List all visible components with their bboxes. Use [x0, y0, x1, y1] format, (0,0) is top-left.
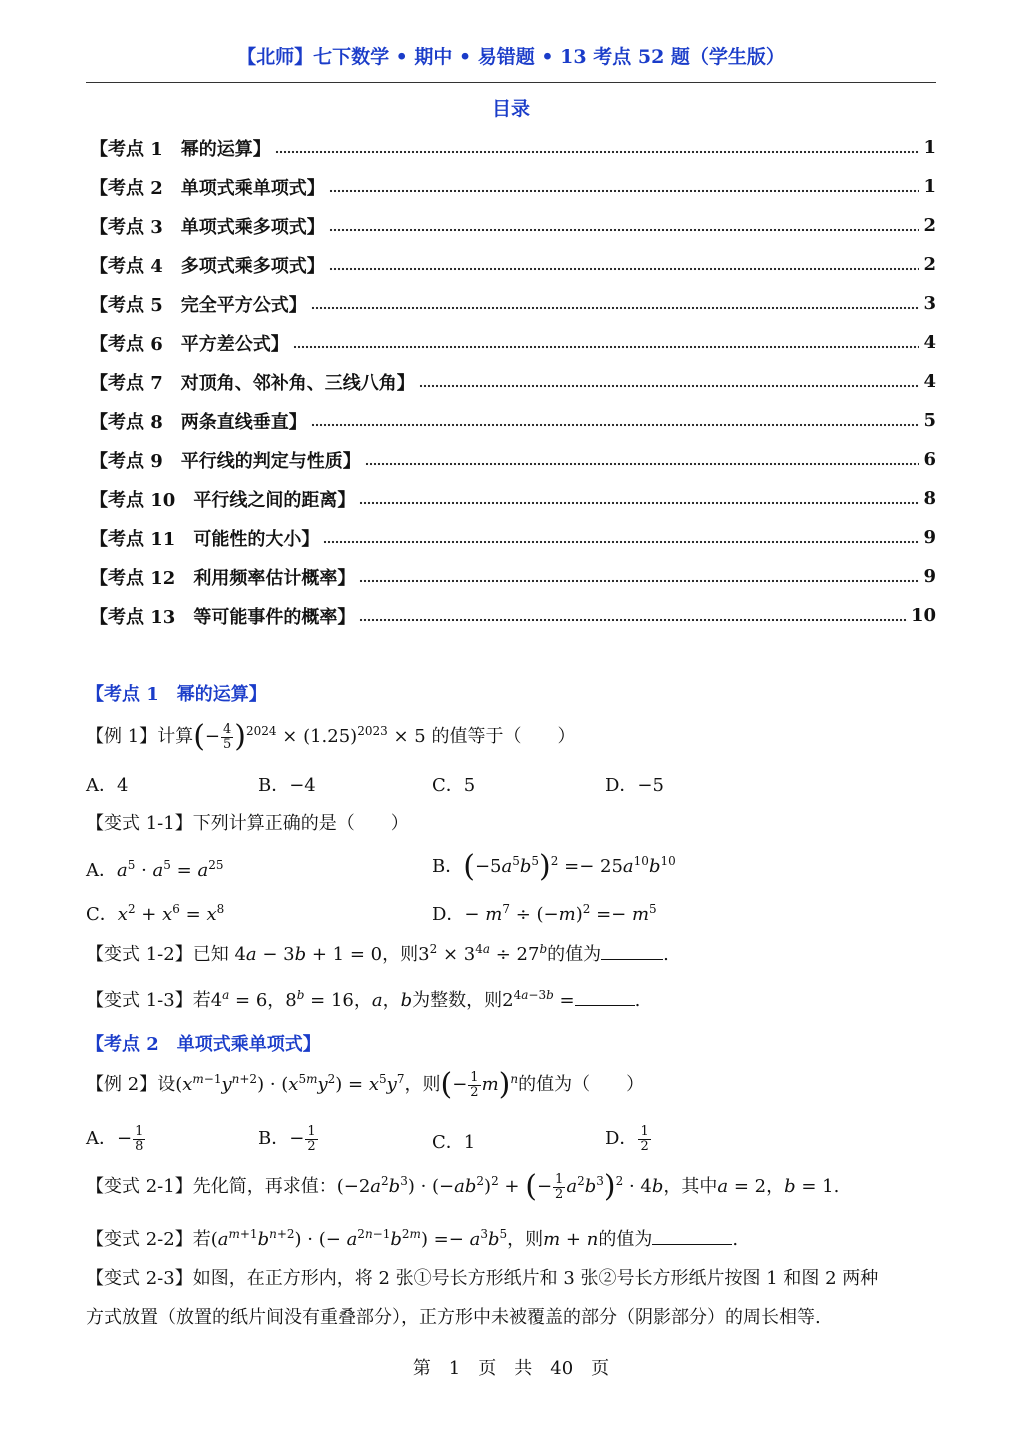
toc-entry-page: 1 — [923, 137, 936, 158]
toc-dot-leader — [275, 150, 920, 154]
variant-1-1-option-b: B．$(-5a^5b^5)^2 =- 25a^{10}b^{10}$ — [432, 849, 676, 884]
toc-dot-leader — [359, 579, 919, 583]
variant-1-1-option-a: A．$a^5 \cdot a^5 = a^{25}$ — [86, 858, 224, 881]
toc-entry[interactable] — [90, 596, 936, 635]
example-1-option-c: C．5 — [432, 775, 476, 796]
toc-entry[interactable] — [90, 362, 936, 401]
variant-2-3-line-2: 方式放置（放置的纸片间没有重叠部分），正方形中未被覆盖的部分（阴影部分）的周长相等. — [86, 1307, 821, 1328]
answer-blank[interactable] — [601, 959, 663, 960]
header-divider — [86, 82, 936, 83]
variant-2-3-line-1: 【变式 2-3】如图，在正方形内，将 2 张①号长方形纸片和 3 张②号长方形纸片按图 1 和图 2 两种 — [86, 1268, 879, 1289]
toc-entry[interactable] — [90, 323, 936, 362]
variant-2-1: 【变式 2-1】先化简，再求值：$(-2a^2b^3) \cdot (-ab^2)^2$ + (− $\frac{1}{2}$ $a^2b^3)^2 \cdot 4b$，其中a = 2，b = 1. — [86, 1169, 840, 1204]
toc-entry[interactable] — [90, 518, 936, 557]
toc-entry-page: 3 — [923, 293, 936, 314]
variant-1-1-option-c: C．$x^2 + x^6 = x^8$ — [86, 902, 225, 925]
toc-dot-leader — [293, 345, 920, 349]
toc-entry-label: 【考点 3 单项式乘多项式】 — [90, 216, 325, 238]
toc-dot-leader — [329, 189, 920, 193]
toc-entry-label: 【考点 6 平方差公式】 — [90, 333, 289, 355]
variant-2-2: 【变式 2-2】若$(a^{m+1}b^{n+2})$ · (− $a^{2n-1}b^{2m}) =- a^3b^5$，则m + n的值为 . — [86, 1227, 739, 1250]
section-heading-1: 【考点 1 幂的运算】 — [86, 684, 267, 705]
toc-entry-label: 【考点 9 平行线的判定与性质】 — [90, 450, 361, 472]
toc-entry-label: 【考点 11 可能性的大小】 — [90, 528, 320, 550]
toc-entry-label: 【考点 2 单项式乘单项式】 — [90, 177, 325, 199]
toc-entry-label: 【考点 5 完全平方公式】 — [90, 294, 307, 316]
toc-entry-page: 2 — [923, 215, 936, 236]
toc-dot-leader — [419, 384, 920, 388]
toc-entry-label: 【考点 7 对顶角、邻补角、三线八角】 — [90, 372, 415, 394]
toc-dot-leader — [311, 306, 920, 310]
toc-entry-page: 10 — [910, 605, 936, 626]
toc-entry-label: 【考点 12 利用频率估计概率】 — [90, 567, 356, 589]
page-footer: 第 1 页 共 40 页 — [412, 1358, 610, 1379]
variant-1-2: 【变式 1-2】已知 4a − 3b + 1 = 0，则$3^2 \times 3^{4a} \div 27^b$的值为 . — [86, 942, 669, 965]
answer-blank[interactable] — [575, 1005, 635, 1006]
toc-entry[interactable] — [90, 206, 936, 245]
toc-entry-label: 【考点 4 多项式乘多项式】 — [90, 255, 325, 277]
toc-dot-leader — [323, 540, 919, 544]
example-1: 【例 1】计算(− $\frac{4}{5}$ )$^{2024} \times (1.25)^{2023} \times 5$ 的值等于（ ） — [86, 719, 576, 754]
example-1-option-a: A．4 — [86, 775, 129, 796]
toc-entry[interactable] — [90, 128, 936, 167]
toc-dot-leader — [359, 501, 919, 505]
variant-1-3: 【变式 1-3】若$4^a = 6$，$8^b = 16$，a，b为整数，则$2^{4a-3b}$ = . — [86, 988, 641, 1011]
toc-entry-label: 【考点 13 等可能事件的概率】 — [90, 606, 356, 628]
toc-entry[interactable] — [90, 284, 936, 323]
variant-1-1: 【变式 1-1】下列计算正确的是（ ） — [86, 813, 409, 834]
example-1-lead: 计算 — [157, 726, 194, 747]
example-1-option-d: D．−5 — [605, 775, 664, 796]
example-2: 【例 2】设$(x^{m-1}y^{n+2}) \cdot (x^{5m}y^2) = x^5y^7$，则(− $\frac{1}{2}$ m)$^n$的值为（ ） — [86, 1067, 645, 1102]
example-1-option-b: B．−4 — [258, 775, 316, 796]
toc-entry[interactable] — [90, 557, 936, 596]
example-1-tail: 的值等于（ ） — [431, 726, 576, 747]
document-header-title: 【北师】七下数学 • 期中 • 易错题 • 13 考点 52 题（学生版） — [237, 46, 785, 68]
toc-entry-label: 【考点 8 两条直线垂直】 — [90, 411, 307, 433]
toc-entry-page: 8 — [923, 488, 936, 509]
variant-1-1-option-d: D．− $m^7 \div (-m)^2 =- m^5$ — [432, 902, 657, 925]
toc-title: 目录 — [491, 98, 530, 120]
toc-dot-leader — [329, 267, 920, 271]
example-2-option-d: D． $\frac{1}{2}$ — [605, 1123, 649, 1154]
answer-blank[interactable] — [652, 1244, 732, 1245]
example-1-tag: 【例 1】 — [86, 726, 158, 747]
toc-entry[interactable] — [90, 401, 936, 440]
toc-entry[interactable] — [90, 479, 936, 518]
toc-dot-leader — [359, 618, 907, 622]
table-of-contents — [90, 128, 936, 635]
example-2-option-b: B．− $\frac{1}{2}$ — [258, 1123, 316, 1154]
toc-entry-page: 4 — [923, 332, 936, 353]
toc-entry-label: 【考点 10 平行线之间的距离】 — [90, 489, 356, 511]
toc-entry-label: 【考点 1 幂的运算】 — [90, 138, 271, 160]
toc-entry-page: 9 — [923, 527, 936, 548]
toc-entry[interactable] — [90, 245, 936, 284]
section-heading-2: 【考点 2 单项式乘单项式】 — [86, 1034, 321, 1055]
toc-entry-page: 2 — [923, 254, 936, 275]
toc-dot-leader — [311, 423, 920, 427]
toc-entry-page: 5 — [923, 410, 936, 431]
toc-entry-page: 1 — [923, 176, 936, 197]
toc-entry[interactable] — [90, 440, 936, 479]
example-2-option-a: A．− $\frac{1}{8}$ — [86, 1123, 144, 1154]
toc-dot-leader — [329, 228, 920, 232]
example-2-option-c: C．1 — [432, 1132, 476, 1153]
fraction: $\frac{4}{5}$ — [223, 721, 232, 752]
toc-entry-page: 6 — [923, 449, 936, 470]
toc-entry-page: 9 — [923, 566, 936, 587]
toc-entry[interactable] — [90, 167, 936, 206]
toc-dot-leader — [365, 462, 920, 466]
toc-entry-page: 4 — [923, 371, 936, 392]
